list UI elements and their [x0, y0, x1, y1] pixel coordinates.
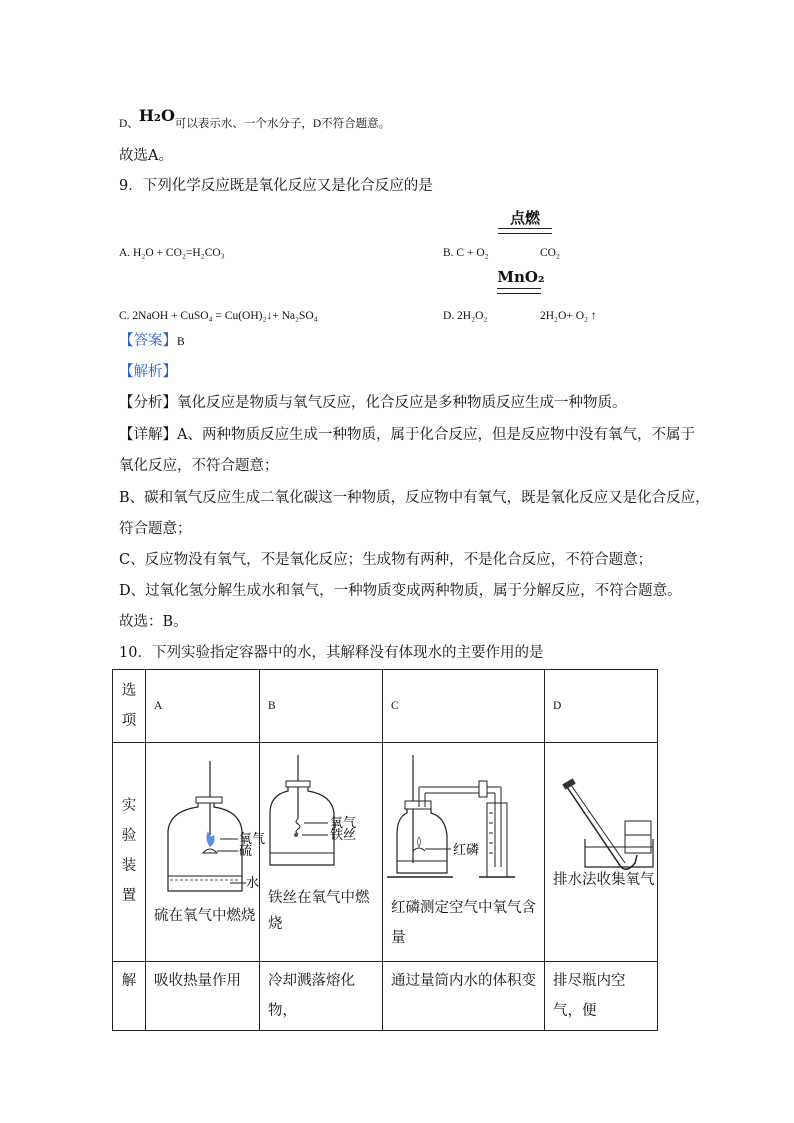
water-displacement-diagram — [545, 743, 657, 883]
detail-conclusion: 故选：B。 — [119, 614, 188, 630]
column-a-header: A — [146, 670, 260, 743]
q9-option-d-left: D. 2H₂O₂ — [443, 310, 488, 322]
header-label-cell — [113, 670, 146, 743]
sulfur-combustion-diagram — [146, 743, 266, 893]
caption-c-line2: 量 — [391, 930, 406, 946]
answer-tag: 【答案】 — [119, 333, 177, 349]
q10-header-row — [113, 670, 658, 743]
caption-b-line1: 铁丝在氧气中燃 — [268, 890, 370, 906]
prev-d-text: 可以表示水、一个水分子，D不符合题意。 — [174, 118, 391, 130]
detail-a-text: A、两种物质反应生成一种物质，属于化合反应，但是反应物中没有氧气，不属于 — [177, 427, 695, 443]
explanation-a: 吸收热量作用 — [146, 962, 260, 1031]
caption-b-line2: 烧 — [268, 916, 283, 932]
detail-b-line1: B、碳和氧气反应生成二氧化碳这一种物质，反应物中有氧气，既是氧化反应又是化合反应， — [119, 490, 710, 506]
header-label-char: 选 — [121, 683, 137, 699]
apparatus-label-char: 实 — [121, 798, 137, 814]
answer-value: B — [177, 336, 185, 348]
q10-explanation-row — [113, 962, 658, 1031]
apparatus-label-char: 装 — [121, 858, 137, 874]
column-d-header: D — [545, 670, 658, 743]
caption-c-line1: 红磷测定空气中氧气含 — [391, 900, 536, 916]
header-label-char: 项 — [121, 713, 137, 729]
h2o-formula: H₂O — [138, 106, 175, 125]
detail-d-line: D、过氧化氢分解生成水和氧气，一种物质变成两种物质，属于分解反应，不符合题意。 — [119, 583, 682, 599]
apparatus-b-cell — [260, 743, 383, 962]
detail-tag: 【详解】 — [119, 427, 177, 443]
analysis-tag: 【分析】 — [119, 395, 177, 411]
label-oxygen-a: 氧气 — [239, 832, 266, 847]
q9-option-a: A. H₂O + CO₂=H₂CO₃ — [119, 247, 225, 259]
apparatus-c-cell — [383, 743, 545, 962]
answer-line — [119, 331, 185, 352]
column-c-header: C — [383, 670, 545, 743]
q9-option-b-right: CO₂ — [540, 247, 560, 259]
prev-d-prefix: D、 — [119, 118, 139, 130]
apparatus-a-cell — [146, 743, 266, 962]
label-iron-wire: 铁丝 — [330, 828, 357, 843]
apparatus-d-cell — [545, 743, 658, 962]
explanation-d: 排尽瓶内空气，便 — [545, 962, 658, 1031]
q10-apparatus-row — [113, 743, 658, 962]
label-oxygen-b: 氧气 — [330, 816, 357, 831]
caption-d: 排水法收集氧气 — [553, 872, 655, 888]
q9-d-catalyst: MnO₂ — [497, 268, 545, 286]
q10-stem: 10．下列实验指定容器中的水，其解释没有体现水的主要作用的是 — [119, 645, 544, 661]
q9-b-equal-sign — [498, 228, 552, 234]
analysis-text: 氧化反应是物质与氧气反应，化合反应是多种物质反应生成一种物质。 — [177, 395, 627, 411]
iron-wire-combustion-diagram — [260, 743, 382, 873]
jiexi-tag: 【解析】 — [119, 364, 177, 380]
q9-b-condition: 点燃 — [509, 209, 540, 227]
label-water: 水 — [246, 876, 260, 891]
q9-stem: 9．下列化学反应既是氧化反应又是化合反应的是 — [119, 178, 433, 194]
explanation-b: 冷却溅落熔化物， — [260, 962, 383, 1031]
red-phosphorus-diagram — [383, 743, 544, 893]
detail-b-line2: 符合题意； — [119, 521, 192, 537]
apparatus-label-cell — [113, 743, 146, 962]
detail-c-line: C、反应物没有氧气，不是氧化反应；生成物有两种，不是化合反应，不符合题意； — [119, 552, 653, 568]
apparatus-label-char: 置 — [121, 888, 137, 904]
column-b-header: B — [260, 670, 383, 743]
detail-a-line2: 氧化反应，不符合题意； — [119, 458, 279, 474]
q9-option-b-left: B. C + O₂ — [443, 247, 489, 259]
label-sulfur: 硫 — [239, 844, 253, 859]
detail-a-line1 — [119, 425, 695, 445]
explanation-c: 通过量筒内水的体积变 — [383, 962, 545, 1031]
prev-conclusion: 故选A。 — [119, 148, 173, 164]
explanation-label-cell: 解 — [113, 962, 146, 1031]
label-red-phosphorus: 红磷 — [453, 843, 480, 858]
caption-a: 硫在氧气中燃烧 — [154, 908, 256, 924]
q9-option-c: C. 2NaOH + CuSO₄ = Cu(OH)₂↓+ Na₂SO₄ — [119, 310, 318, 322]
q9-option-d-right: 2H₂O+ O₂ ↑ — [540, 310, 597, 322]
q9-d-equal-sign — [497, 288, 541, 294]
apparatus-label-char: 验 — [121, 828, 137, 844]
prev-option-d — [119, 106, 391, 134]
q10-table — [112, 669, 658, 1031]
analysis-line — [119, 393, 627, 413]
